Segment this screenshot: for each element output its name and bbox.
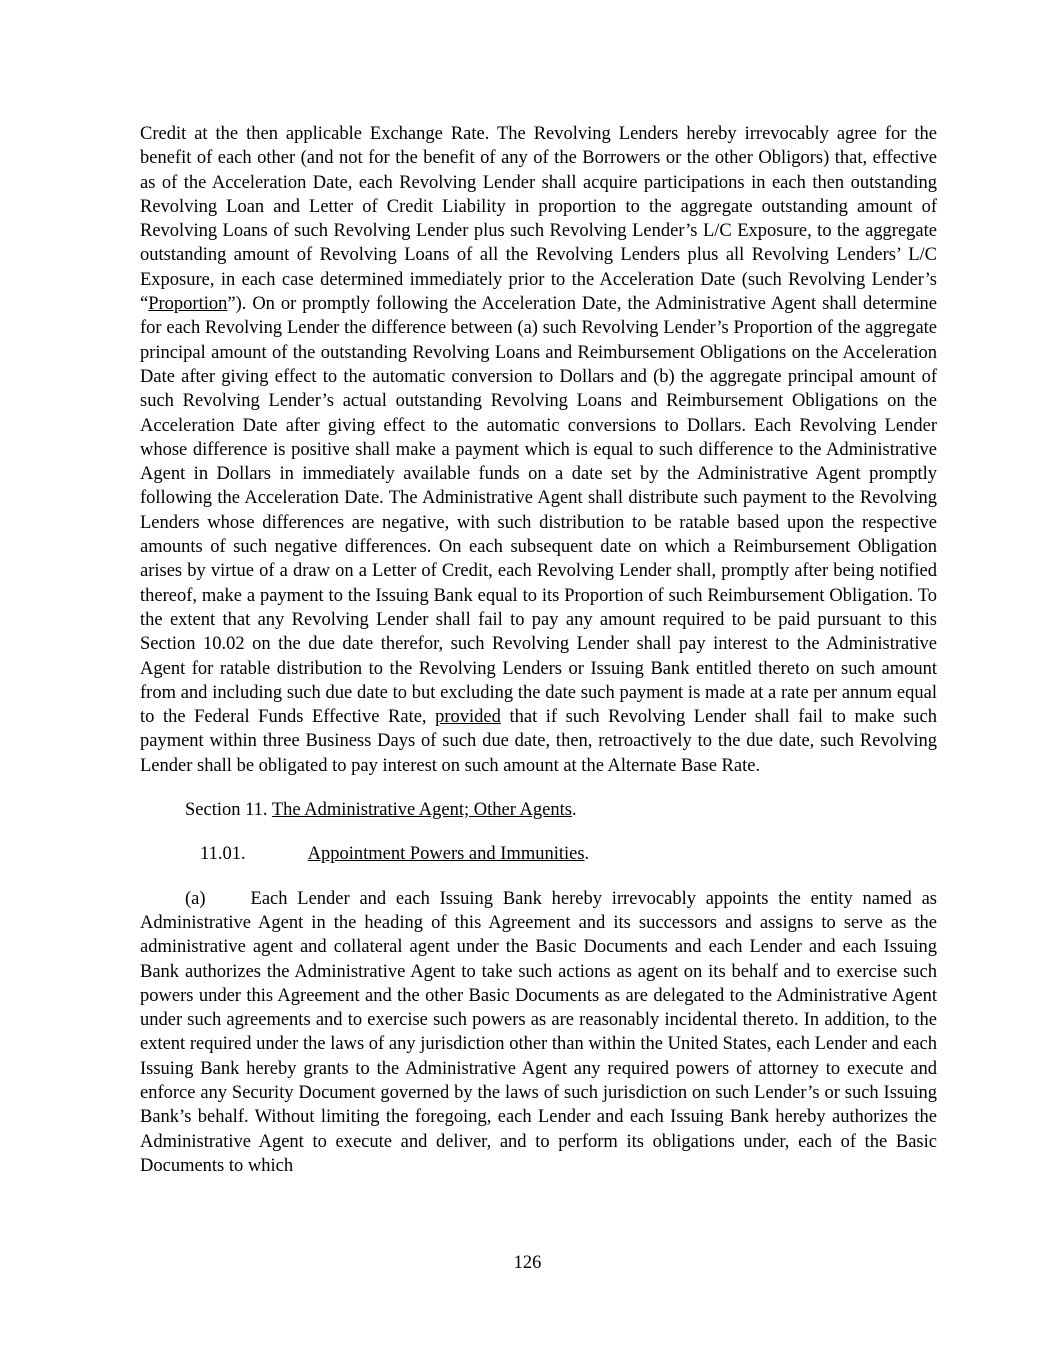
paragraph-continuation: Credit at the then applicable Exchange Rate. The Revolving Lenders hereby irrevocably agree for the benefit of each other (and not for the benefit of any of the Borrowers or the other Obligors) that, effective as of the Acceleration Date, each Revolving Lender shall acquire participations in each then outstanding Revolving Loan and Letter of Credit Liability in proportion to the aggregate outstanding amount of Revolving Loans of such Revolving Lender plus such Revolving Lender’s L/C Exposure, to the aggregate outstanding amount of Revolving Loans of all the Revolving Lenders plus all Revolving Lenders’ L/C Exposure, in each case determined immediately prior to the Acceleration Date (such Revolving Lender’s “Proportion”). On or promptly following the Acceleration Date, the Administrative Agent shall determine for each Revolving Lender the difference between (a) such Revolving Lender’s Proportion of the aggregate principal amount of the outstanding Revolving Loans and Reimbursement Obligations on the Acceleration Date after giving effect to the automatic conversion to Dollars and (b) the aggregate principal amount of such Revolving Lender’s actual outstanding Revolving Loans and Reimbursement Obligations on the Acceleration Date after giving effect to the automatic conversions to Dollars. Each Revolving Lender whose difference is positive shall make a payment which is equal to such difference to the Administrative Agent in Dollars in immediately available funds on a date set by the Administrative Agent promptly following the Acceleration Date. The Administrative Agent shall distribute such payment to the Revolving Lenders whose differences are negative, with such distribution to be ratable based upon the respective amounts of such negative differences. On each subsequent date on which a Reimbursement Obligation arises by virtue of a draw on a Letter of Credit, each Revolving Lender shall, promptly after being notified thereof, make a payment to the Issuing Bank equal to its Proportion of such Reimbursement Obligation. To the extent that any Revolving Lender shall fail to pay any amount required to be paid pursuant to this Section 10.02 on the due date therefor, such Revolving Lender shall pay interest to the Administrative Agent for ratable distribution to the Revolving Lenders or Issuing Bank entitled thereto on such amount from and including such due date to but excluding the date such payment is made at a rate per annum equal to the Federal Funds Effective Rate, provided that if such Revolving Lender shall fail to make such payment within three Business Days of such due date, then, retroactively to the due date, such Revolving Lender shall be obligated to pay interest on such amount at the Alternate Base Rate.: [140, 124, 937, 776]
section-heading: Section 11. The Administrative Agent; Other Agents.: [185, 800, 577, 821]
subsection-heading: 11.01. Appointment Powers and Immunities.: [200, 844, 590, 865]
page-content: [140, 122, 937, 1178]
page-number: 126: [513, 1253, 542, 1273]
paragraph-a: (a) Each Lender and each Issuing Bank hereby irrevocably appoints the entity named as Administrative Agent in the heading of this Agreement and its successors and assigns to serve as the administrative agent and collateral agent under the Basic Documents and each Lender and each Issuing Bank authorizes the Administrative Agent to take such actions as agent on its behalf and to exercise such powers under this Agreement and the other Basic Documents as are delegated to the Administrative Agent under such agreements and to exercise such powers as are reasonably incidental thereto. In addition, to the extent required under the laws of any jurisdiction other than within the United States, each Lender and each Issuing Bank hereby grants to the Administrative Agent any required powers of attorney to execute and enforce any Security Document governed by the laws of such jurisdiction on such Lender’s or such Issuing Bank’s behalf. Without limiting the foregoing, each Lender and each Issuing Bank hereby authorizes the Administrative Agent to execute and deliver, and to perform its obligations under, each of the Basic Documents to which: [140, 888, 937, 1176]
